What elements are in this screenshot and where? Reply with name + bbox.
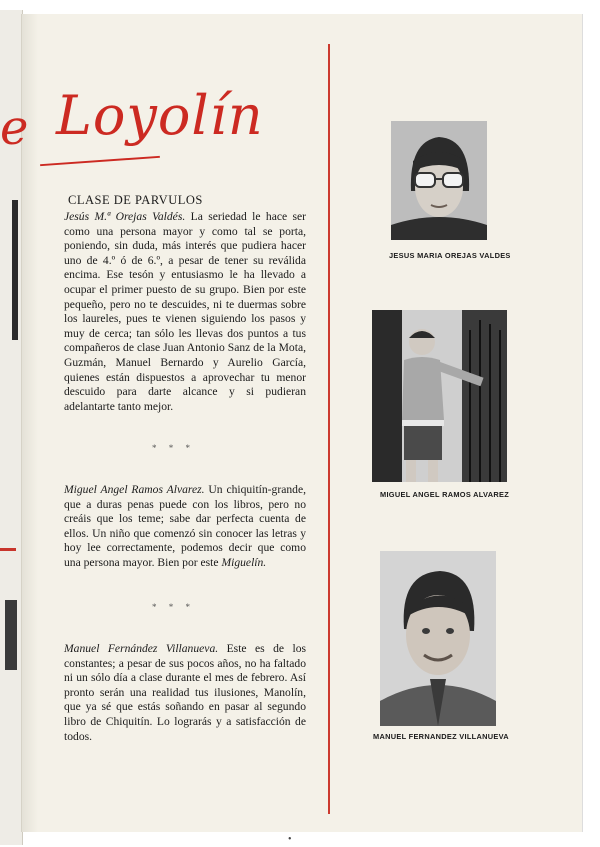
portrait-boy-standing bbox=[372, 310, 507, 482]
student-tail-2: Miguelín. bbox=[221, 555, 267, 569]
photo-caption-1: JESUS MARIA OREJAS VALDES bbox=[389, 251, 511, 260]
student-photo-3 bbox=[380, 551, 496, 726]
photo-caption-2: MIGUEL ANGEL RAMOS ALVAREZ bbox=[380, 490, 510, 499]
student-name-2: Miguel Angel Ramos Alvarez. bbox=[64, 483, 205, 496]
previous-page-photo-edge bbox=[12, 200, 18, 340]
separator-2: * * * bbox=[152, 602, 195, 612]
previous-page-photo-edge-2 bbox=[5, 600, 17, 670]
student-text-2: Un chiquitín-grande, que a duras penas puede con los libros, pero no creáis que los teme; sabe dar perfecta cuenta de ellos. Un niño que comenzó sin conocer las letras y hoy lee correctamente, podemos decir que como una persona mayor. Bien por este bbox=[64, 483, 306, 569]
photo-caption-3: MANUEL FERNANDEZ VILLANUEVA bbox=[373, 732, 509, 741]
student-paragraph-3 bbox=[64, 642, 306, 744]
student-text-1: La seriedad le hace ser como una persona mayor y como tal se porta, poniendo, sin duda, más interés que pudiera hacer uno de 4.º ó de 6.º, a pesar de tener su reválida encima. Ese tesón y entusiasmo le ha llevado a ocupar el primer puesto de su grupo. Bien por este pequeño, pero no te descuides, ni te duermas sobre los laureles, pues te vienen siguiendo los pasos y muy de cerca; tan sólo les llevas dos puntos a tus compañeros de clase Juan Antonio Sanz de la Mota, Guzmán, Manuel Bernardo y Aurelio García, quienes están dispuestos a aprovechar tu menor descuido para darte alcance y si pudieran adelantarte tanto mejor. bbox=[64, 210, 307, 413]
student-photo-1 bbox=[391, 121, 487, 240]
column-divider bbox=[328, 44, 330, 814]
student-paragraph-1 bbox=[64, 210, 306, 414]
student-photo-2 bbox=[372, 310, 507, 482]
separator-1: * * * bbox=[152, 443, 195, 453]
bottom-mark: • bbox=[288, 834, 292, 845]
heading-fragment: e bbox=[0, 100, 29, 156]
student-name-3: Manuel Fernández Villanueva. bbox=[64, 642, 219, 655]
section-title: CLASE DE PARVULOS bbox=[68, 193, 203, 207]
student-name-1: Jesús M.ª Orejas Valdés. bbox=[64, 210, 186, 223]
page-heading: Loyolín bbox=[56, 84, 264, 147]
student-text-3: Este es de los constantes; a pesar de sus pocos años, no ha faltado ni un sólo día a clase durante el mes de febrero. Así pronto serán una realidad tus ilusiones, Manolín, que ya sé que estás soñando en pasar al segundo libro de Chiquitín. Lo lograrás y a satisfacción de todos. bbox=[64, 642, 307, 743]
portrait-boy-glasses bbox=[391, 121, 487, 240]
student-paragraph-2 bbox=[64, 483, 306, 571]
portrait-boy-smiling bbox=[380, 551, 496, 726]
previous-page-red-rule bbox=[0, 548, 16, 551]
